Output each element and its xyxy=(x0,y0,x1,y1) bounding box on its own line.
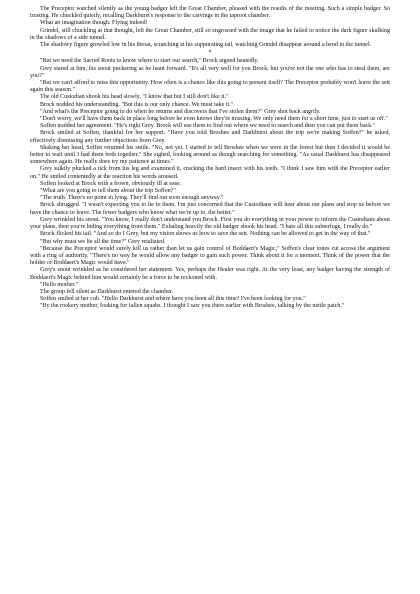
paragraph: Soffen smiled at her cub. "Hello Darkburst and where have you been all this time? I've been looking for you." xyxy=(40,296,306,303)
paragraph: Soffen nodded her agreement. "He's right Grey. Brock will use them to find out where we need to search and then you can put them back." xyxy=(40,123,376,130)
paragraph: "Because the Preceptor would surely kill us rather than let us gain control of Boddaert's Magic," Soffen's clear tones cut across the argument with a ring of authority. "There's no way he would allow any badger to gain such power. Think about it for a moment. Think of the power that the holder of Boddaert's Magic would have." xyxy=(30,245,390,267)
paragraph: Grey's snout wrinkled as he considered her statement. Yes, perhaps the Healer was right. At the very least, any badger having the strength of Boddaert's Magic behind him would certainly be a force to be reckoned with. xyxy=(30,267,390,281)
paragraph: The old Custodian shook his head slowly. "I know that but I still don't like it." xyxy=(40,94,229,101)
paragraph: "What are you going to tell them about the trip Soffen?" xyxy=(40,188,176,195)
paragraph: Brock shrugged. "I wasn't expecting you to lie to them. I'm just concerned that the Custodians will hear about our plans and stop us before we have the chance to leave. The fewer badgers who know what we're up to, the better." xyxy=(30,202,390,216)
paragraph: Soffen looked at Brock with a frown, obviously ill at ease. xyxy=(40,180,182,187)
paragraph: What an imagination though. Flying indeed! xyxy=(40,20,148,27)
paragraph: "But we need the Sacred Roots to know where to start our search," Brock argued heatedly. xyxy=(40,58,259,65)
paragraph: Brock flicked his tail. "And so do I Grey, but my vision shows us how to save the sett. Nothing can be allowed to get in the way of that." xyxy=(40,231,371,238)
paragraph: Brock nodded his understanding. "But this is our only chance. We must take it." xyxy=(40,101,234,108)
paragraph: "And what's the Preceptor going to do when he returns and discovers that I've stolen them?" Grey shot back angrily. xyxy=(40,108,321,115)
paragraph: "But why must we lie all the time?" Grey retaliated. xyxy=(40,238,166,245)
paragraph: The shadowy figure growled low in his throat, scratching at his suppurating tail, watching Grindel disappear around a bend in the tunnel. xyxy=(40,42,372,49)
paragraph: "But we can't afford to miss this opportunity. How often is a chance like this going to present itself? The Preceptor probably won't leave the sett again this season." xyxy=(30,80,390,94)
paragraph: The Preceptor watched silently as the young badger left the Great Chamber, pleased with the results of the meeting. Such a simple badger. So trusting. He chuckled quietly, recalling Darkburst's response to the carvings in the taproot chamber. xyxy=(30,6,390,20)
paragraph: Grey stared at him, his snout puckering as he leant forward. "It's all very well for you Brock, but you're not the one who has to steal them, are you?" xyxy=(30,65,390,79)
paragraph: Shaking her head, Soffen returned his smile. "No, not yet. I started to tell Broshee when we were in the forest but then I decided it would be better to wait until I had them both together." She sighed, looking around as though searching for something. "As usual Darkburst has disappeared somewhere again. He really does try my patience at times." xyxy=(30,144,390,166)
paragraph: Brock smiled at Soffen, thankful for her support. "Have you told Broshee and Darkburst about the trip we're making Soffen?" he asked, effectively dismissing any further objections from Grey. xyxy=(30,130,390,144)
section-break: * xyxy=(208,50,212,57)
paragraph: Grindel, still chuckling at that thought, left the Great Chamber, still so engrossed with the image that he failed to notice the dark figure skulking in the shadows of a side tunnel. xyxy=(30,27,390,41)
paragraph: "Don't worry, we'll have them back in place long before he even knows they're missing. We only need them for a short time, just to start us off." xyxy=(40,116,388,123)
paragraph: Grey wrinkled his snout. "You know, I really don't understand you Brock. First you do everything in your power to inform the Custodians about your plans, then you're hiding everything from them." Exhaling heavily the old badger shook his head. "I hate all this subterfuge, I really do." xyxy=(30,216,390,231)
paragraph: "By the rookery mother, looking for fallen squabs. I thought I saw you there earlier with Broshee, talking by the nettle patch." xyxy=(40,303,345,310)
paragraph: "The truth. There's no point in lying. They'll find out soon enough anyway." xyxy=(40,195,224,202)
paragraph: The group fell silent as Darkburst entered the chamber. xyxy=(40,288,174,295)
paragraph: "Hello mother." xyxy=(40,281,79,288)
paragraph: Grey sulkily plucked a tick from his leg and examined it, cracking the hard insect with his teeth. "I think I saw him with the Preceptor earlier on." He smiled contentedly at the reaction his words aroused. xyxy=(30,166,390,180)
